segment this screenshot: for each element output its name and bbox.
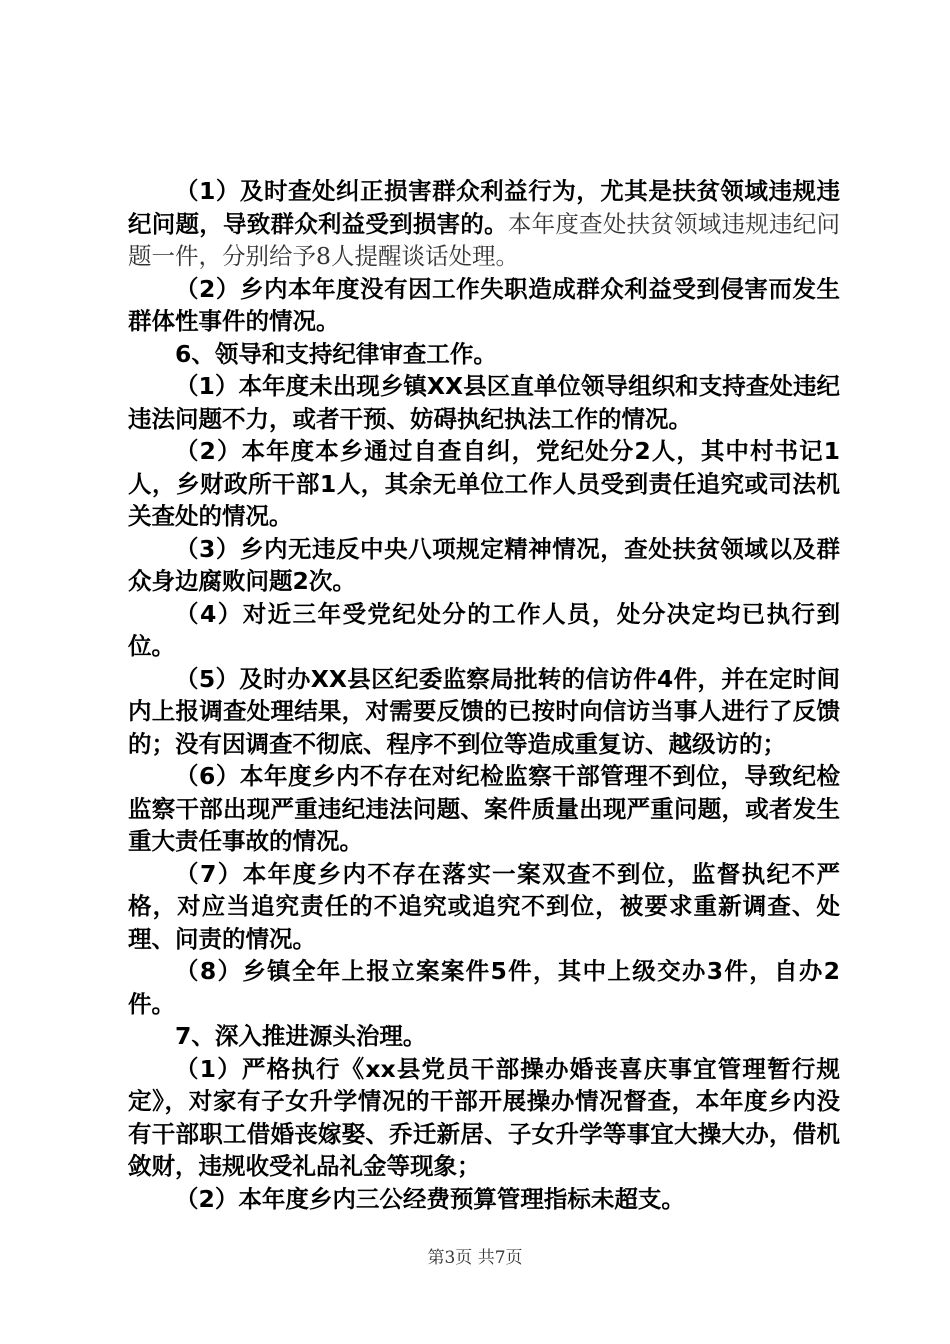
section-heading: 7、深入推进源头治理。: [175, 1022, 427, 1050]
paragraph-note: 本年度查处扶贫领域违规违纪问题一件，分别给予8人提醒谈话处理。: [128, 209, 841, 270]
paragraph: （5）及时办XX县区纪委监察局批转的信访件4件，并在定时间内上报调查处理结果，对需要反馈的已按时向信访当事人进行了反馈的；没有因调查不彻底、程序不到位等造成重复访、越级访的；: [128, 664, 840, 758]
paragraph: （3）乡内无违反中央八项规定精神情况，查处扶贫领域以及群众身边腐败问题2次。: [128, 534, 840, 595]
document-body: [128, 175, 840, 1215]
paragraph: （1）本年度未出现乡镇XX县区直单位领导组织和支持查处违纪违法问题不力，或者干预、妨碍执纪执法工作的情况。: [128, 372, 840, 433]
paragraph-text: （1）及时查处纠正损害群众利益行为，尤其是扶贫领域违规违纪问题，导致群众利益受到损害的。: [128, 177, 840, 238]
paragraph: （7）本年度乡内不存在落实一案双查不到位，监督执纪不严格，对应当追究责任的不追究或追究不到位，被要求重新调查、处理、问责的情况。: [128, 859, 840, 953]
section-heading: 6、领导和支持纪律审查工作。: [175, 339, 497, 368]
page-footer: 第3页 共7页: [427, 1248, 523, 1268]
paragraph: （2）乡内本年度没有因工作失职造成群众利益受到侵害而发生群体性事件的情况。: [128, 274, 840, 335]
paragraph: （1）严格执行《xx县党员干部操办婚丧喜庆事宜管理暂行规定》，对家有子女升学情况的干部开展操办情况督查，本年度乡内没有干部职工借婚丧嫁娶、乔迁新居、子女升学等事宜大操大办，借机敛财，违规收受礼品礼金等现象；: [128, 1054, 840, 1180]
paragraph: （2）本年度乡内三公经费预算管理指标未超支。: [175, 1184, 685, 1213]
paragraph: （2）本年度本乡通过自查自纠，党纪处分2人，其中村书记1人，乡财政所干部1人，其余无单位工作人员受到责任追究或司法机关查处的情况。: [128, 437, 840, 530]
paragraph: （6）本年度乡内不存在对纪检监察干部管理不到位，导致纪检监察干部出现严重违纪违法问题、案件质量出现严重问题，或者发生重大责任事故的情况。: [128, 762, 840, 855]
paragraph: （8）乡镇全年上报立案案件5件，其中上级交办3件，自办2件。: [128, 957, 840, 1018]
paragraph: [128, 175, 840, 273]
paragraph: （4）对近三年受党纪处分的工作人员，处分决定均已执行到位。: [128, 599, 840, 660]
